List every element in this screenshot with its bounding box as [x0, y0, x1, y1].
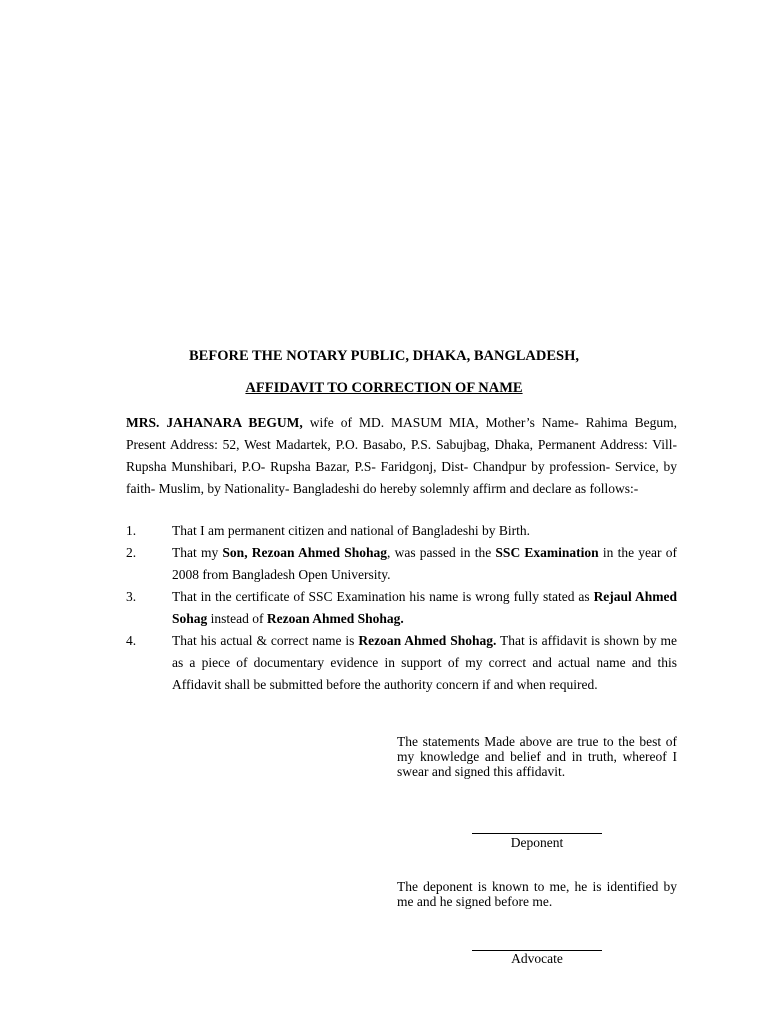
deponent-label: Deponent	[510, 835, 564, 850]
clause-number: 4.	[126, 633, 137, 648]
identification-statement: The deponent is known to me, he is identified by me and he signed before me.	[397, 879, 677, 909]
clause-list	[126, 520, 677, 696]
advocate-label: Advocate	[511, 951, 563, 966]
clause-item	[126, 520, 677, 542]
sworn-statement: The statements Made above are true to the best of my knowledge and belief and in truth, whereof I swear and signed this affidavit.	[397, 734, 677, 779]
clause-item	[126, 630, 677, 696]
clause-text-part: , was passed in the	[386, 545, 496, 560]
clause-number: 3.	[126, 589, 137, 604]
clause-bold-part: Son, Rezoan Ahmed Shohag	[222, 545, 387, 560]
clause-number: 1.	[126, 523, 137, 538]
document-title: AFFIDAVIT TO CORRECTION OF NAME	[245, 380, 523, 396]
clause-bold-part: Rejaul Ahmed Sohag	[172, 589, 677, 626]
clause-item	[126, 542, 677, 586]
clause-item	[126, 586, 677, 630]
intro-text: wife of MD. MASUM MIA, Mother’s Name- Rahima Begum, Present Address: 52, West Madartek, P.O. Basabo, P.S. Sabujbag, Dhaka, Permanent Address: Vill- Rupsha Munshibari, P.O- Rupsha Bazar, P.S- Faridgonj, Dist- Chandpur by profession- Service, by faith- Muslim, by Nationality- Bangladeshi do hereby solemnly affirm and declare as follows:-	[126, 415, 677, 496]
deponent-name: MRS. JAHANARA BEGUM,	[126, 415, 303, 430]
clause-text-part: That is affidavit is shown by me as a piece of documentary evidence in support of my correct and actual name and this Affidavit shall be submitted before the authority concern if and when required.	[172, 633, 677, 692]
clause-text-part: That his actual & correct name is	[172, 633, 359, 648]
deponent-signature-line	[472, 833, 602, 834]
clause-text	[172, 630, 677, 696]
clause-text-part: in the year of 2008 from Bangladesh Open University.	[172, 545, 677, 582]
document-heading: BEFORE THE NOTARY PUBLIC, DHAKA, BANGLADESH,	[189, 348, 579, 364]
clause-text-part: instead of	[207, 611, 267, 626]
clause-text-part: That my	[172, 545, 223, 560]
clause-text-part: That in the certificate of SSC Examination his name is wrong fully stated as	[172, 589, 594, 604]
clause-text: That I am permanent citizen and national of Bangladeshi by Birth.	[172, 523, 531, 538]
clause-text	[172, 542, 677, 586]
clause-bold-part: Rezoan Ahmed Shohag.	[266, 611, 404, 626]
clause-number: 2.	[126, 545, 137, 560]
clause-text	[172, 586, 677, 630]
clause-bold-part: SSC Examination	[495, 545, 599, 560]
clause-bold-part: Rezoan Ahmed Shohag.	[358, 633, 497, 648]
intro-paragraph	[126, 412, 677, 500]
